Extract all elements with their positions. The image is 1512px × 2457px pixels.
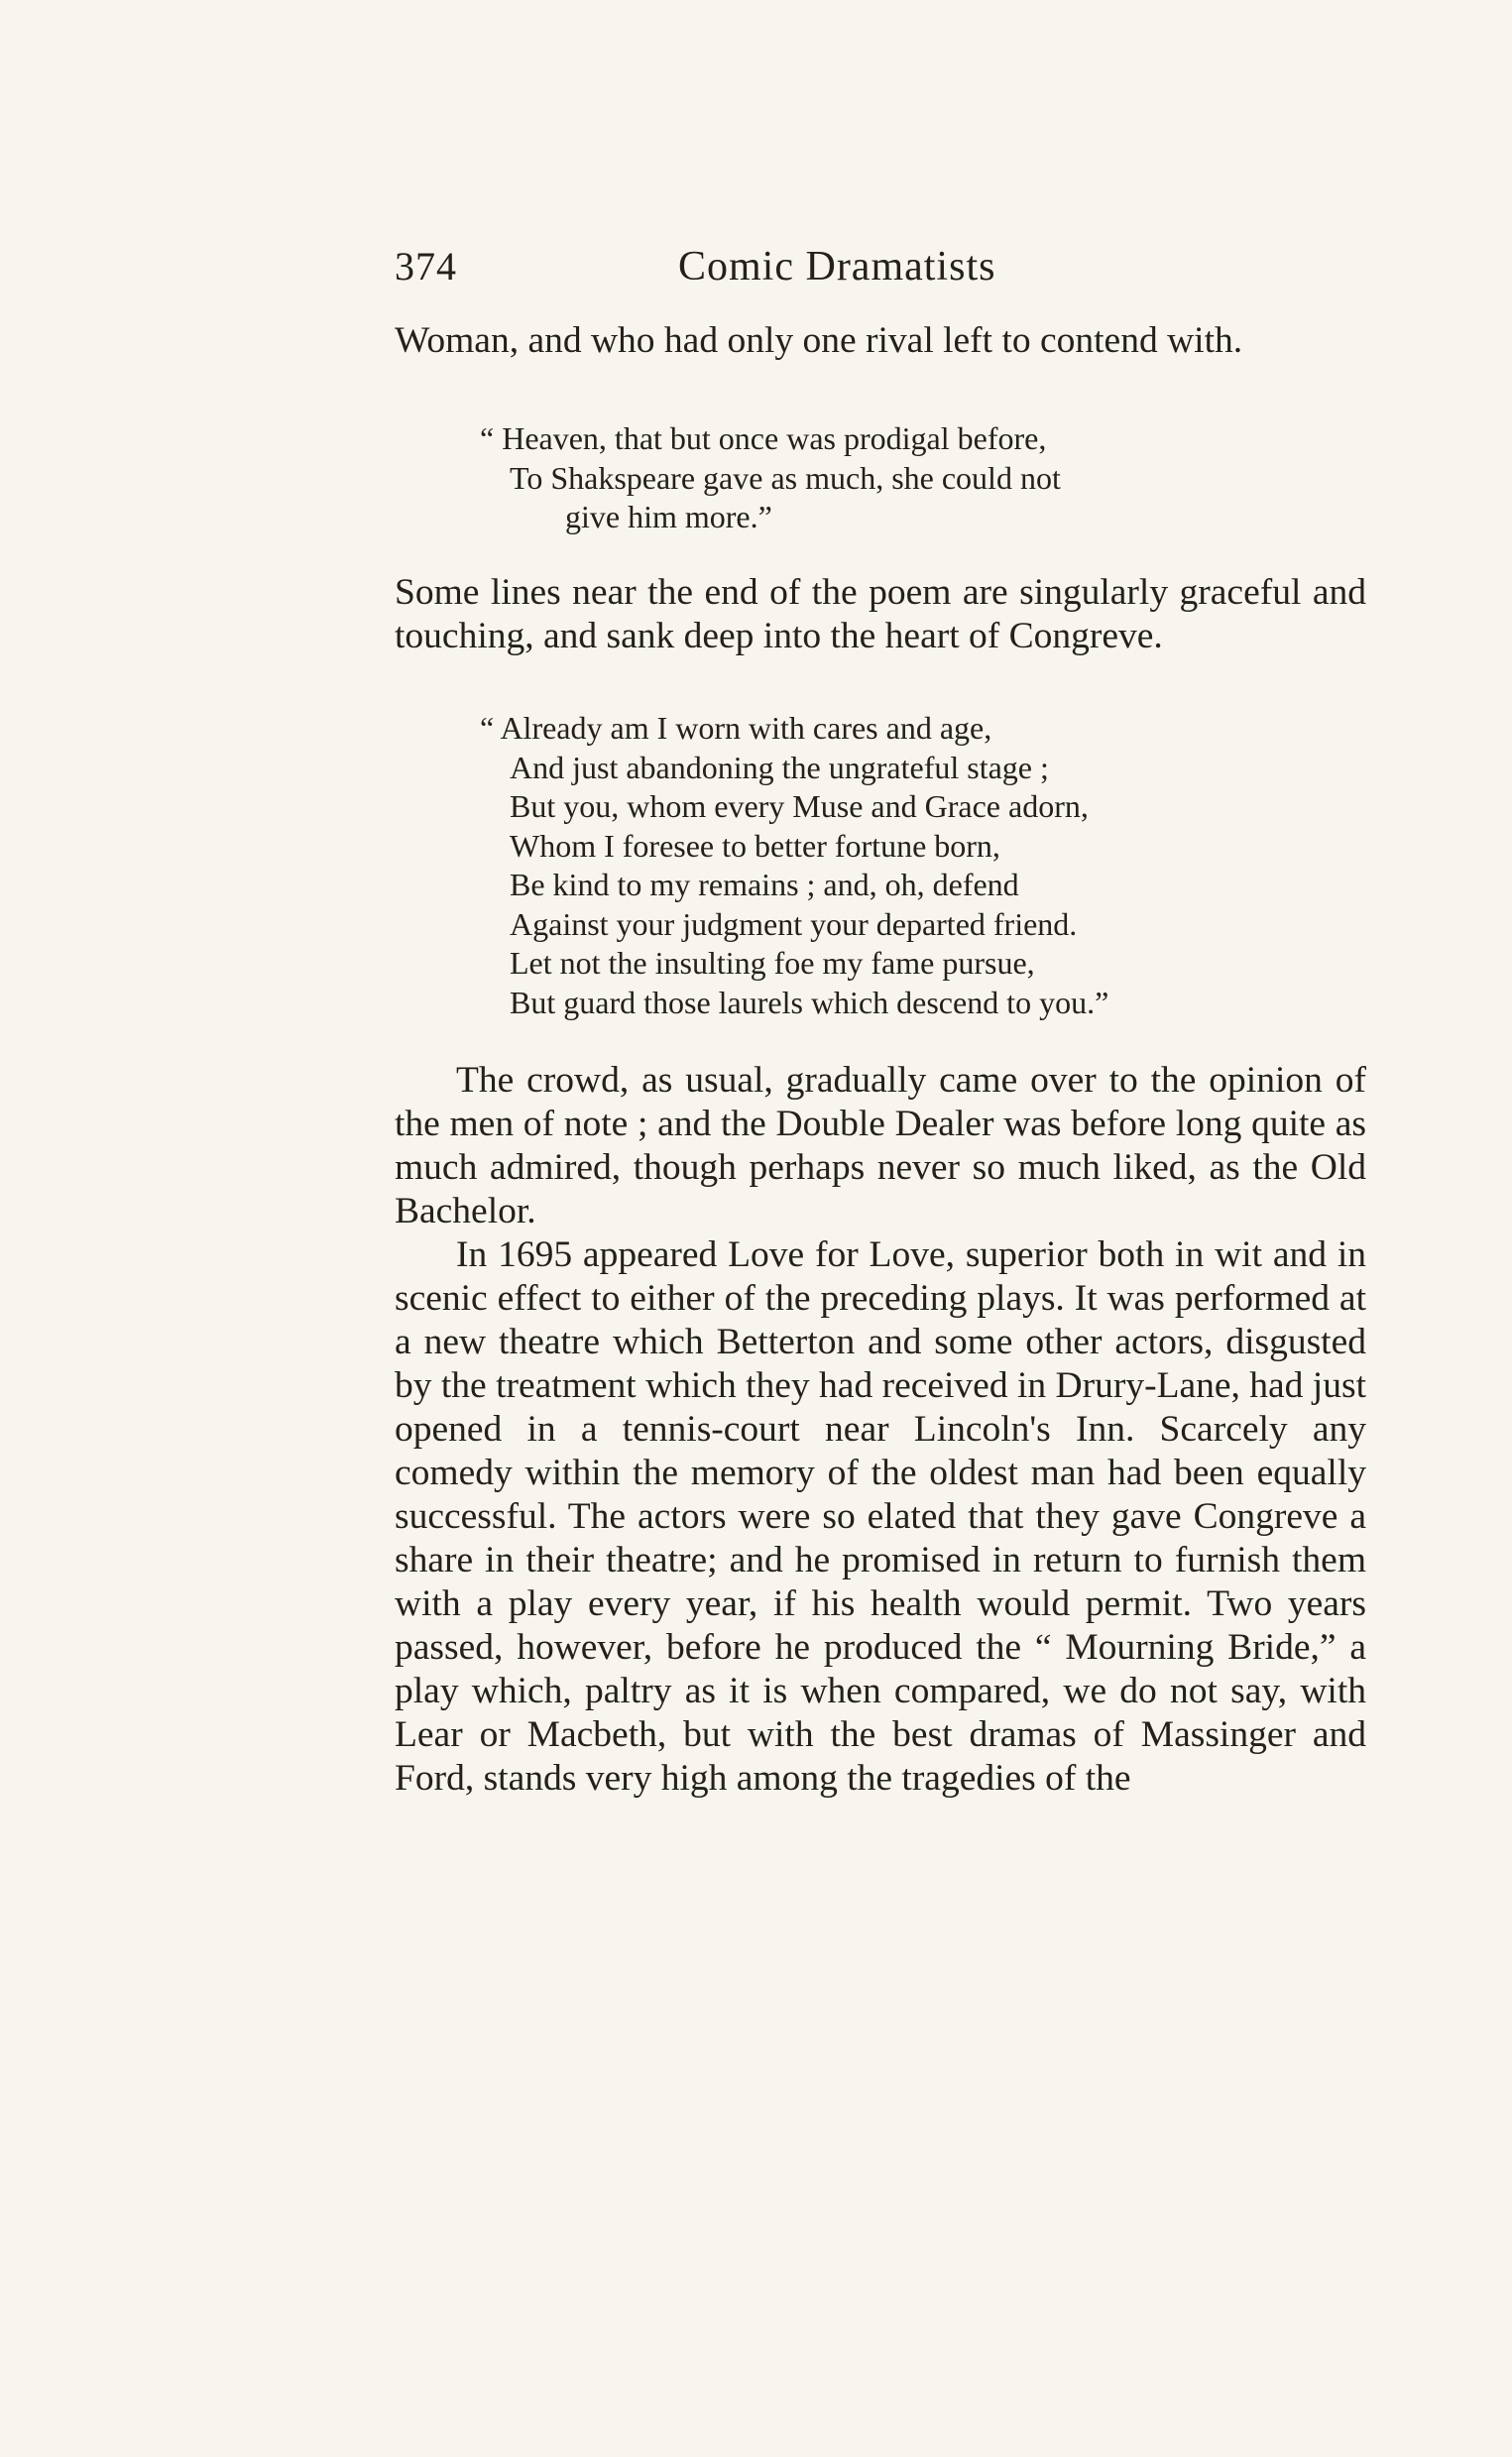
quote-line: To Shakspeare gave as much, she could not — [510, 459, 1061, 496]
paragraph: In 1695 appeared Love for Love, superior both in wit and in scenic effect to either of the preceding plays. It was performed at a new theatre which Betterton and some other actors, disgusted by the treatment which they had received in Drury-Lane, had just opened in a tennis-court near Lincoln's Inn. Scarcely any comedy within the memory of the oldest man had been equally successful. The actors were so elated that they gave Congreve a share in their theatre; and he promised in return to furnish them with a play every year, if his health would permit. Two years passed, however, before he produced the “ Mourning Bride,” a play which, paltry as it is when compared, we do not say, with Lear or Macbeth, but with the best dramas of Massinger and Ford, stands very high among the tragedies of the — [395, 1234, 1366, 1799]
quote-line: And just abandoning the ungrateful stage ; — [510, 749, 1049, 785]
quotation-heaven — [480, 419, 1352, 537]
running-head: Comic Dramatists — [678, 244, 996, 290]
quote-line: But you, whom every Muse and Grace adorn, — [510, 788, 1089, 824]
quote-line: “ Heaven, that but once was prodigal before, — [480, 420, 1047, 456]
page-number: 374 — [395, 244, 457, 289]
quote-line: But guard those laurels which descend to you.” — [510, 984, 1109, 1020]
quote-line: Whom I foresee to better fortune born, — [510, 827, 1000, 864]
paragraph: The crowd, as usual, gradually came over to the opinion of the men of note ; and the Double Dealer was before long quite as much admired, though perhaps never so much liked, as the Old Bachelor. — [395, 1060, 1366, 1231]
quote-line: “ Already am I worn with cares and age, — [480, 710, 992, 746]
text-block-3 — [395, 1059, 1366, 1801]
quote-line: Let not the insulting foe my fame pursue, — [510, 945, 1035, 981]
paragraph: Woman, and who had only one rival left to contend with. — [395, 320, 1243, 361]
quote-line: Against your judgment your departed friend. — [510, 905, 1078, 942]
text-block-2 — [395, 571, 1366, 658]
text-block-1 — [395, 319, 1366, 363]
paragraph: Some lines near the end of the poem are singularly graceful and touching, and sank deep into the heart of Congreve. — [395, 572, 1366, 656]
quote-line: Be kind to my remains ; and, oh, defend — [510, 867, 1019, 902]
quote-line: give him more.” — [565, 499, 772, 534]
quotation-already — [480, 709, 1352, 1022]
page-header — [395, 243, 1089, 302]
